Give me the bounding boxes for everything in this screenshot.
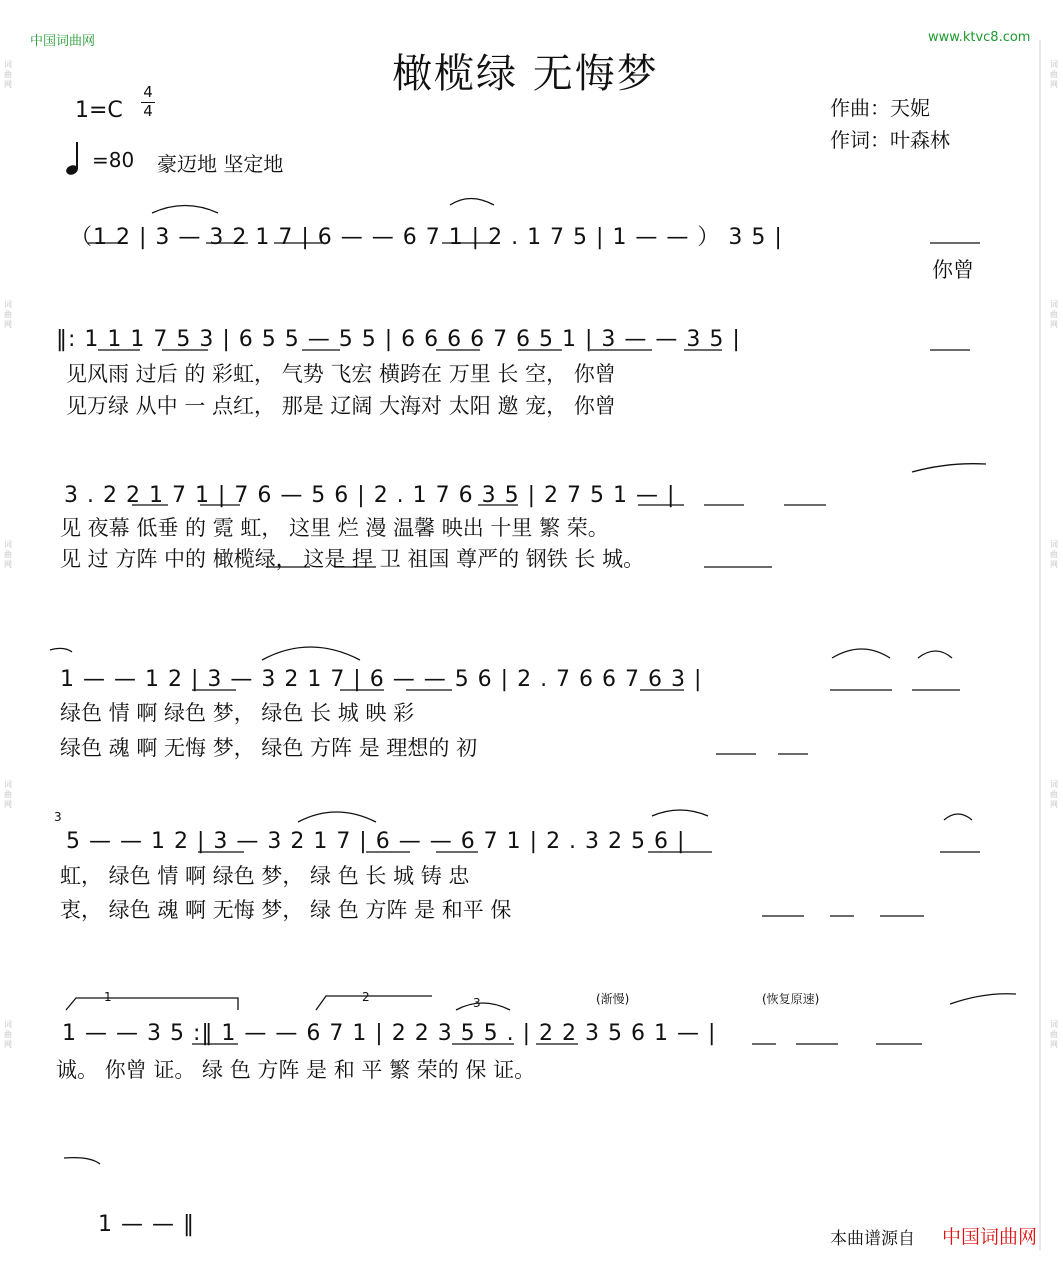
expression-mark: 豪迈地 坚定地	[157, 152, 284, 176]
watermark-right: 词曲网	[1050, 60, 1058, 89]
system-5-lyrics-verse-2: 衷， 绿色 魂 啊 无悔 梦， 绿 色 方阵 是 和平 保	[60, 898, 512, 922]
system-1-lyrics: 你曾	[932, 258, 974, 282]
system-3-lyrics-verse-2: 见 过 方阵 中的 橄榄绿， 这是 捍 卫 祖国 尊严的 钢铁 长 城。	[60, 547, 645, 571]
system-3-notes: 3 . 2 2 1 7 1 | 7 6 — 5 6 | 2 . 1 7 6 3 5 | 2 7 5 1 — |	[64, 483, 676, 508]
grace-note-marker: 3	[54, 810, 62, 824]
watermark-left: 词曲网	[4, 540, 12, 569]
ritardando-mark: (渐慢)	[596, 992, 630, 1006]
watermark-left: 词曲网	[4, 1020, 12, 1049]
system-4-notes: 1 — — 1 2 | 3 — 3 2 1 7 | 6 — — 5 6 | 2 . 7 6 6 7 6 3 |	[60, 667, 703, 692]
watermark-left: 词曲网	[4, 60, 12, 89]
system-5-notes: 5 — — 1 2 | 3 — 3 2 1 7 | 6 — — 6 7 1 | 2 . 3 2 5 6 |	[66, 829, 686, 854]
site-logo-left[interactable]: 中国词曲网	[30, 34, 96, 49]
key-signature: 1=C	[75, 98, 123, 123]
system-2-lyrics-verse-1: 见风雨 过后 的 彩虹， 气势 飞宏 横跨在 万里 长 空， 你曾	[66, 362, 616, 386]
page-title: 橄榄绿 无悔梦	[392, 51, 659, 97]
system-2-notes: ‖: 1 1 1 7 5 3 | 6 5 5 — 5 5 | 6 6 6 6 7 6 5 1 | 3 — — 3 5 |	[56, 327, 741, 352]
tempo-value: =80	[92, 148, 135, 172]
system-5-lyrics-verse-1: 虹， 绿色 情 啊 绿色 梦， 绿 色 长 城 铸 忠	[60, 864, 470, 888]
system-6-notes: 1 — — 3 5 :‖ 1 — — 6 7 1 | 2 2 3 5 5 . | 2 2 3 5 6 1 — |	[62, 1021, 717, 1046]
watermark-right: 词曲网	[1050, 780, 1058, 809]
volta-1-label: 1	[104, 990, 112, 1004]
footer-source-label: 本曲谱源自	[830, 1229, 915, 1249]
site-url-right[interactable]: www.ktvc8.com	[928, 30, 1031, 45]
watermark-left: 词曲网	[4, 780, 12, 809]
time-sig-top: 4	[143, 83, 153, 101]
watermark-right: 词曲网	[1050, 300, 1058, 329]
system-4-lyrics-verse-2: 绿色 魂 啊 无悔 梦， 绿色 方阵 是 理想的 初	[60, 736, 478, 760]
system-7-notes: 1 — — ‖	[98, 1212, 195, 1237]
time-sig-bottom: 4	[143, 102, 153, 120]
system-2-lyrics-verse-2: 见万绿 从中 一 点红， 那是 辽阔 大海对 太阳 邀 宠， 你曾	[66, 394, 616, 418]
system-1-notes: （1 2 | 3 — 3 2 1 7 | 6 — — 6 7 1 | 2 . 1 7 5 | 1 — — ） 3 5 |	[70, 225, 783, 250]
volta-2-label: 2	[362, 990, 370, 1004]
system-6-lyrics: 诚。 你曾 证。 绿 色 方阵 是 和 平 繁 荣的 保 证。	[56, 1058, 536, 1082]
composer-credit: 作曲：天妮	[830, 96, 930, 120]
lyricist-credit: 作词：叶森林	[830, 128, 950, 152]
footer-source-link[interactable]: 中国词曲网	[942, 1226, 1038, 1248]
watermark-right: 词曲网	[1050, 1020, 1058, 1049]
watermark-left: 词曲网	[4, 300, 12, 329]
system-3-lyrics-verse-1: 见 夜幕 低垂 的 霓 虹， 这里 烂 漫 温馨 映出 十里 繁 荣。	[60, 516, 609, 540]
system-4-lyrics-verse-1: 绿色 情 啊 绿色 梦， 绿色 长 城 映 彩	[60, 701, 415, 725]
watermark-right: 词曲网	[1050, 540, 1058, 569]
a-tempo-mark: (恢复原速)	[762, 992, 820, 1006]
triplet-label: 3	[473, 996, 481, 1010]
